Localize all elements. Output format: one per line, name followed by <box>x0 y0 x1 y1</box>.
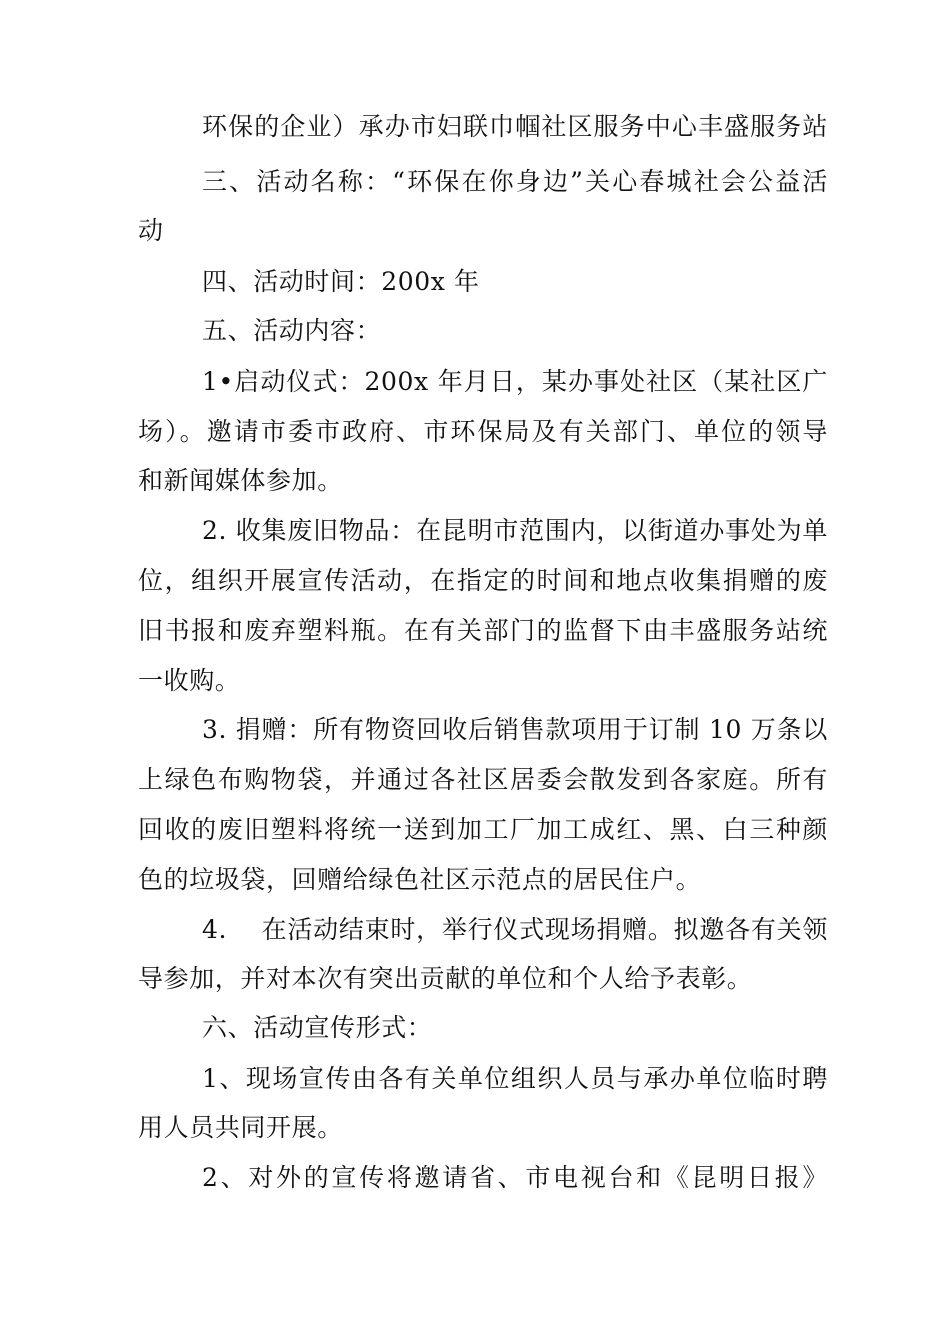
list-item-4: 4. 在活动结束时，举行仪式现场捐赠。拟邀各有关领 <box>202 915 828 944</box>
section-heading-publicity: 六、活动宣传形式： <box>202 1013 433 1042</box>
publicity-item-1: 1、现场宣传由各有关单位组织人员与承办单位临时聘 <box>202 1064 828 1093</box>
paragraph-line: 位，组织开展宣传活动，在指定的时间和地点收集捐赠的废 <box>138 566 828 595</box>
paragraph-line: 回收的废旧塑料将统一送到加工厂加工成红、黑、白三种颜 <box>138 815 828 844</box>
paragraph-line: 一收购。 <box>138 666 241 695</box>
paragraph-line: 场）。邀请市委市政府、市环保局及有关部门、单位的领导 <box>138 417 828 446</box>
section-heading-activity-time: 四、活动时间：200x 年 <box>202 267 480 296</box>
publicity-item-2: 2、对外的宣传将邀请省、市电视台和《昆明日报》 <box>202 1163 828 1192</box>
list-item-2: 2. 收集废旧物品：在昆明市范围内，以街道办事处为单 <box>202 516 828 545</box>
paragraph-line: 和新闻媒体参加。 <box>138 466 343 495</box>
section-heading-activity-content: 五、活动内容： <box>202 316 382 345</box>
list-item-1: 1•启动仪式：200x 年月日，某办事处社区（某社区广 <box>202 367 828 396</box>
paragraph-line: 上绿色布购物袋，并通过各社区居委会散发到各家庭。所有 <box>138 765 828 794</box>
paragraph-line: 环保的企业）承办市妇联巾帼社区服务中心丰盛服务站 <box>202 112 828 141</box>
paragraph-line: 旧书报和废弃塑料瓶。在有关部门的监督下由丰盛服务站统 <box>138 616 828 645</box>
paragraph-line: 导参加，并对本次有突出贡献的单位和个人给予表彰。 <box>138 964 753 993</box>
list-item-3: 3. 捐赠：所有物资回收后销售款项用于订制 10 万条以 <box>202 715 828 744</box>
paragraph-line: 用人员共同开展。 <box>138 1113 343 1142</box>
paragraph-line: 色的垃圾袋，回赠给绿色社区示范点的居民住户。 <box>138 865 702 894</box>
section-heading-activity-name: 三、活动名称：“环保在你身边”关心春城社会公益活 <box>202 167 828 196</box>
paragraph-line: 动 <box>138 216 164 245</box>
